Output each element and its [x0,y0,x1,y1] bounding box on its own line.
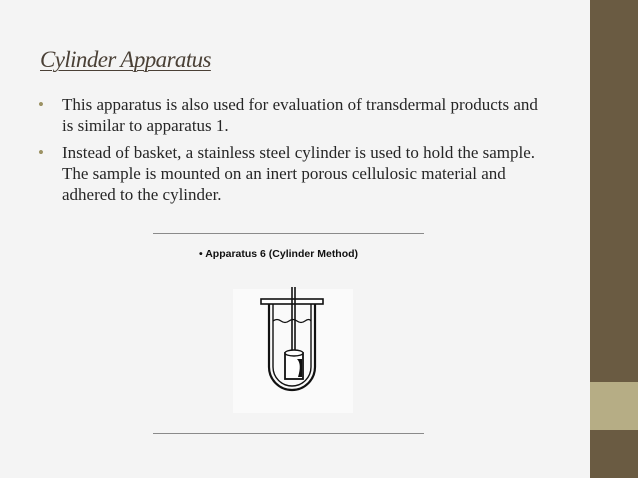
apparatus-figure [153,233,424,435]
bullet-text: This apparatus is also used for evaluation of transdermal products and is similar to apparatus 1. [62,95,538,135]
cylinder-top [285,350,303,356]
bullet-text: Instead of basket, a stainless steel cylinder is used to hold the sample. The sample is mounted on an inert porous cellulosic material and adhered to the cylinder. [62,143,536,204]
figure-bottom-rule [153,433,424,434]
bullet-marker: • [38,95,44,114]
decorative-side-accent [590,382,638,430]
bullet-list [38,94,548,211]
slide-title: Cylinder Apparatus [40,47,211,72]
bullet-item [38,94,548,136]
cylinder-apparatus-illustration [233,285,353,413]
bullet-item [38,142,548,205]
figure-top-rule [153,233,424,234]
bullet-marker: • [38,143,44,162]
figure-caption: • Apparatus 6 (Cylinder Method) [199,248,359,260]
